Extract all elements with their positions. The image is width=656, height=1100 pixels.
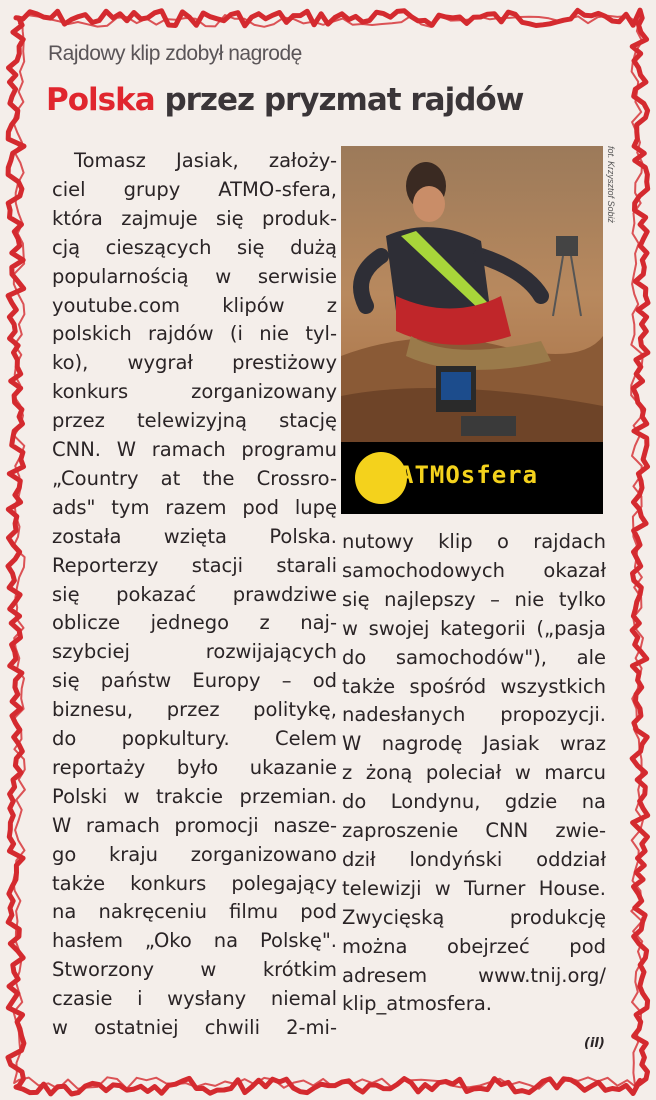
body-line: CNN. W ramach programu [52, 438, 337, 461]
body-line: klip_atmosfera. [342, 992, 492, 1016]
body-line: popularnością w serwisie [52, 264, 337, 288]
body-line: do popkultury. Celem [52, 727, 337, 750]
body-line: adresem www.tnij.org/ [342, 963, 606, 987]
body-line: oblicze jednego z naj- [52, 611, 337, 635]
photo-illustration [341, 146, 603, 442]
body-line: ads" tym razem pod lupę [52, 495, 337, 519]
body-line: na nakręceniu filmu pod [52, 900, 337, 924]
body-line: ciel grupy ATMO-sfera, [52, 177, 337, 201]
photo-credit: fot. Krzysztof Sobiż [606, 146, 616, 224]
body-line: do samochodów"), ale [342, 645, 606, 669]
body-line: Stworzony w krótkim [52, 958, 337, 982]
body-line: W nagrodę Jasiak wraz [342, 732, 606, 756]
body-line: biznesu, przez politykę, [52, 698, 337, 722]
article-kicker: Rajdowy klip zdobył nagrodę [48, 42, 302, 65]
body-line: konkurs zorganizowany [52, 380, 337, 404]
body-line: nutowy klip o rajdach [342, 530, 606, 553]
body-line: Reporterzy stacji starali [52, 553, 337, 577]
body-line: ko), wygrał prestiżowy [52, 351, 337, 375]
body-line: się najlepszy – nie tylko [342, 587, 606, 611]
body-line: można obejrzeć pod [342, 934, 606, 958]
body-line: nadesłanych propozycji. [342, 703, 606, 727]
body-line: Tomasz Jasiak, założy- [74, 149, 337, 172]
body-line: W ramach promocji nasze- [52, 813, 337, 837]
body-line: szybciej rozwijających [52, 640, 337, 664]
body-line: cją cieszących się dużą [52, 235, 337, 259]
body-line: dził londyński oddział [342, 847, 606, 871]
body-line: która zajmuje się produk- [52, 206, 337, 230]
atmosfera-logo [341, 442, 603, 514]
article-headline [46, 82, 523, 118]
body-line: także spośród wszystkich [342, 674, 606, 698]
headline-highlight: Polska [46, 82, 155, 118]
body-line: youtube.com klipów z [52, 293, 337, 317]
body-line: także konkurs polegający [52, 871, 337, 895]
body-line: zaproszenie CNN zwie- [342, 819, 606, 842]
body-line: czasie i wysłany niemal [52, 987, 337, 1011]
body-line: Zwycięską produkcję [342, 905, 606, 929]
logo-text: ATMOsfera [399, 461, 539, 489]
body-line: polskich rajdów (i nie tyl- [52, 322, 337, 346]
body-line: telewizji w Turner House. [342, 876, 606, 900]
headline-rest: przez pryzmat rajdów [164, 82, 524, 118]
body-line: przez telewizyjną stację [52, 409, 337, 433]
body-line: się państw Europy – od [52, 669, 337, 693]
body-line: reportaży było ukazanie [52, 755, 337, 779]
body-line: z żoną poleciał w marcu [342, 761, 606, 785]
body-line: „Country at the Crossro- [52, 466, 337, 490]
author-signature: (il) [584, 1036, 605, 1051]
body-line: została wzięta Polska. [52, 524, 337, 548]
body-line: w swojej kategorii („pasja [342, 616, 606, 640]
body-line: go kraju zorganizowano [52, 842, 337, 866]
article-photo [341, 146, 603, 514]
body-line: hasłem „Oko na Polskę". [52, 929, 337, 953]
body-line: się pokazać prawdziwe [52, 582, 337, 606]
body-line: do Londynu, gdzie na [342, 790, 606, 814]
body-line: w ostatniej chwili 2-mi- [52, 1016, 337, 1039]
body-line: Polski w trakcie przemian. [52, 784, 337, 808]
body-line: samochodowych okazał [342, 558, 606, 582]
